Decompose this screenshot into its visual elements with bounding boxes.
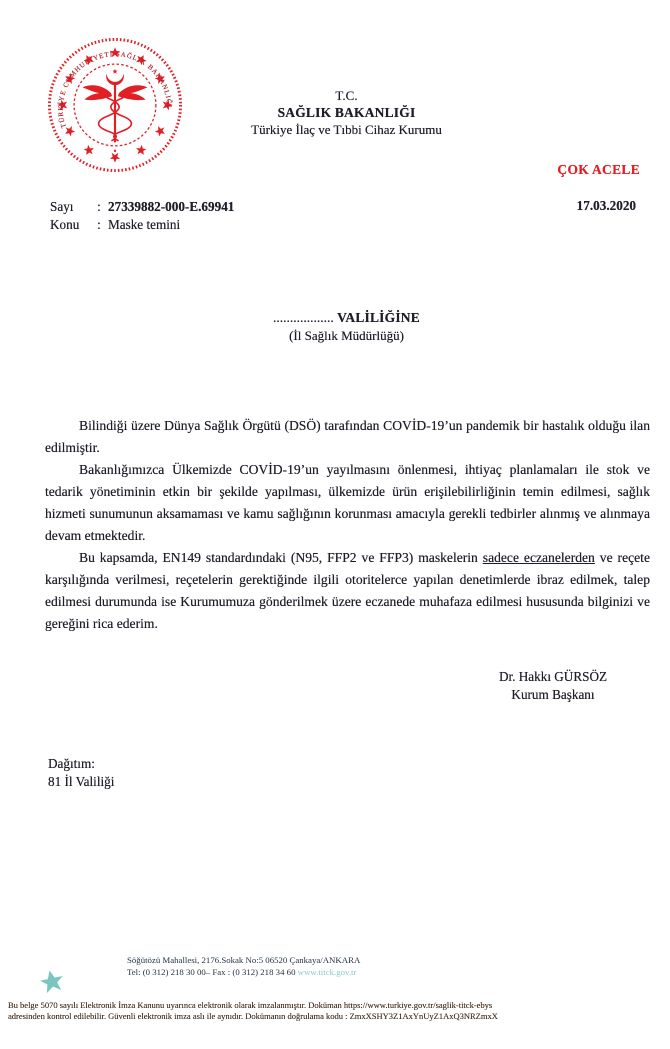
recipient-line bbox=[45, 309, 648, 327]
seal-circular-text: TÜRKİYE CUMHURİYETİ SAĞLIK BAKANLIĞI bbox=[57, 51, 173, 129]
doc-subject-label: Konu bbox=[50, 216, 80, 232]
doc-number-value: 27339882-000-E.69941 bbox=[108, 199, 235, 214]
esignature-disclaimer bbox=[8, 1000, 664, 1022]
esign-line-1: Bu belge 5070 sayılı Elektronik İmza Kanunu uyarınca elektronik olarak imzalanmıştır. Doküman https://www.turkiye.gov.tr/saglik-titck-ebys bbox=[8, 1000, 493, 1010]
body-paragraph-2: Bakanlığımızca Ülkemizde COVİD-19’un yayılmasını önlenmesi, ihtiyaç planlamaları ile stok ve tedarik yönetiminin etkin bir şekilde yapılması, ülkemizde ürün erişilebilirliğinin temin edilmesi, sağlık hizmeti sunumunun aksamaması ve kamu sağlığının korunması amacıyla gerekli tedbirler alınmış ve alınmaya devam etmektedir. bbox=[45, 462, 650, 543]
signer-title: Kurum Başkanı bbox=[511, 686, 595, 702]
footer-phone-line bbox=[127, 966, 360, 978]
signature-block bbox=[455, 668, 651, 703]
esign-line-2: adresinden kontrol edilebilir. Güvenli elektronik imza aslı ile aynıdır. Dokümanın doğrulama kodu : ZmxXSHY3Z1AxYnUyZ1AxQ3NRZmxX bbox=[8, 1011, 498, 1022]
distribution-label: Dağıtım: bbox=[48, 756, 95, 771]
distribution-item: 81 İl Valiliği bbox=[48, 773, 115, 789]
p3-before: Bu kapsamda, EN149 standardındaki (N95, FFP2 ve FFP3) maskelerin bbox=[79, 550, 483, 565]
body-paragraph-3 bbox=[45, 547, 650, 635]
recipient-dots: .................. bbox=[273, 310, 334, 325]
doc-number-label: Sayı bbox=[50, 199, 74, 214]
recipient-block bbox=[45, 309, 648, 344]
letterhead-agency: Türkiye İlaç ve Tıbbi Cihaz Kurumu bbox=[251, 122, 442, 137]
document-meta bbox=[50, 198, 234, 233]
recipient-subtitle: (İl Sağlık Müdürlüğü) bbox=[289, 327, 404, 343]
body-paragraph-1: Bilindiği üzere Dünya Sağlık Örgütü (DSÖ) tarafından COVİD-19’un pandemik bir hastalık olduğu ilan edilmiştir. bbox=[45, 418, 650, 455]
doc-number-colon: : bbox=[97, 199, 101, 214]
distribution-block bbox=[48, 755, 114, 790]
urgency-stamp: ÇOK ACELE bbox=[557, 162, 640, 177]
signer-name: Dr. Hakkı GÜRSÖZ bbox=[498, 669, 608, 684]
recipient-title: VALİLİĞİNE bbox=[337, 310, 420, 325]
letterhead bbox=[45, 87, 648, 138]
p3-underlined-phrase: sadece eczanelerden bbox=[482, 550, 595, 565]
p3-after: ve reçete karşılığında verilmesi, reçetelerin gerektiğinde ilgili otoritelerce yapılan denetimlerde ibraz edilmek, talep edilmesi durumunda ise Kurumumuza gönderilmek üzere eczanede muhafaza edilmesi hususunda bilginizi ve gereğini rica ederim. bbox=[45, 550, 650, 631]
footer-address-line: Söğütözü Mahallesi, 2176.Sokak No:5 06520 Çankaya/ANKARA bbox=[127, 955, 361, 965]
footer-contact-block bbox=[127, 954, 360, 978]
doc-subject-row bbox=[50, 216, 234, 234]
doc-subject-colon: : bbox=[97, 216, 101, 232]
letter-body bbox=[45, 415, 650, 635]
doc-subject-value: Maske temini bbox=[108, 216, 181, 232]
footer-website-link[interactable]: www.titck.gov.tr bbox=[297, 967, 357, 977]
letterhead-tc: T.C. bbox=[335, 88, 358, 103]
footer-phone: Tel: (0 312) 218 30 00– Fax : (0 312) 218 34 60 bbox=[127, 967, 298, 977]
document-date: 17.03.2020 bbox=[576, 198, 636, 213]
doc-number-row bbox=[50, 198, 234, 216]
footer-star-icon bbox=[39, 969, 65, 995]
letterhead-ministry: SAĞLIK BAKANLIĞI bbox=[277, 105, 416, 120]
